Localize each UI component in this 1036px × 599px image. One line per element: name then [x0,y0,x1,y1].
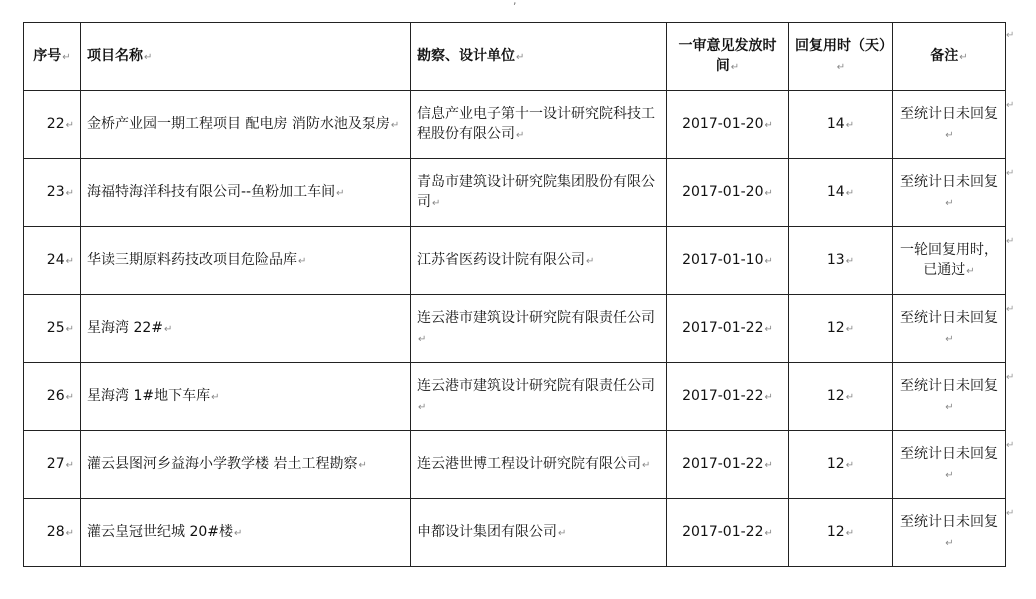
cell-project-name: 星海湾 1#地下车库↵ [81,363,411,431]
table-row [24,363,1006,431]
stray-mark: , [513,0,517,7]
table-row [24,431,1006,499]
cell-no: 26↵ [24,363,81,431]
row-end-mark: ↵ [1006,100,1015,111]
cell-issue-date: 2017-01-22↵ [667,363,789,431]
cell-project-name: 灌云县图河乡益海小学教学楼 岩土工程勘察↵ [81,431,411,499]
cell-note: 一轮回复用时，已通过↵ [893,227,1006,295]
cell-project-name: 灌云皇冠世纪城 20#楼↵ [81,499,411,567]
row-end-mark: ↵ [1006,508,1015,519]
cell-project-name: 金桥产业园一期工程项目 配电房 消防水池及泵房↵ [81,91,411,159]
cell-reply-days: 12↵ [789,295,893,363]
row-end-mark: ↵ [1006,440,1015,451]
cell-note: 至统计日未回复↵ [893,499,1006,567]
cell-issue-date: 2017-01-20↵ [667,91,789,159]
cell-reply-days: 13↵ [789,227,893,295]
table-row [24,159,1006,227]
cell-reply-days: 12↵ [789,499,893,567]
project-table [23,22,1006,567]
cell-no: 22↵ [24,91,81,159]
cell-no: 28↵ [24,499,81,567]
header-days: 回复用时（天）↵ [789,23,893,91]
row-end-mark: ↵ [1006,236,1015,247]
cell-reply-days: 14↵ [789,159,893,227]
cell-no: 24↵ [24,227,81,295]
cell-note: 至统计日未回复↵ [893,431,1006,499]
row-end-mark: ↵ [1006,168,1015,179]
cell-project-name: 华读三期原料药技改项目危险品库↵ [81,227,411,295]
row-end-mark: ↵ [1006,304,1015,315]
cell-design-unit: 信息产业电子第十一设计研究院科技工程股份有限公司↵ [411,91,667,159]
header-name: 项目名称↵ [81,23,411,91]
cell-note: 至统计日未回复↵ [893,295,1006,363]
header-date: 一审意见发放时间↵ [667,23,789,91]
row-end-mark: ↵ [1006,30,1015,41]
cell-design-unit: 江苏省医药设计院有限公司↵ [411,227,667,295]
table-row [24,295,1006,363]
cell-issue-date: 2017-01-10↵ [667,227,789,295]
table-row [24,91,1006,159]
cell-project-name: 星海湾 22#↵ [81,295,411,363]
header-unit: 勘察、设计单位↵ [411,23,667,91]
cell-design-unit: 申都设计集团有限公司↵ [411,499,667,567]
cell-reply-days: 12↵ [789,431,893,499]
cell-no: 23↵ [24,159,81,227]
cell-reply-days: 12↵ [789,363,893,431]
row-end-mark: ↵ [1006,372,1015,383]
cell-design-unit: 连云港市建筑设计研究院有限责任公司↵ [411,363,667,431]
header-row [24,23,1006,91]
cell-note: 至统计日未回复↵ [893,159,1006,227]
cell-issue-date: 2017-01-20↵ [667,159,789,227]
cell-design-unit: 青岛市建筑设计研究院集团股份有限公司↵ [411,159,667,227]
cell-design-unit: 连云港世博工程设计研究院有限公司↵ [411,431,667,499]
cell-project-name: 海福特海洋科技有限公司--鱼粉加工车间↵ [81,159,411,227]
cell-issue-date: 2017-01-22↵ [667,499,789,567]
cell-note: 至统计日未回复↵ [893,363,1006,431]
cell-no: 27↵ [24,431,81,499]
cell-issue-date: 2017-01-22↵ [667,295,789,363]
cell-design-unit: 连云港市建筑设计研究院有限责任公司↵ [411,295,667,363]
table-row [24,227,1006,295]
cell-issue-date: 2017-01-22↵ [667,431,789,499]
cell-reply-days: 14↵ [789,91,893,159]
header-note: 备注↵ [893,23,1006,91]
header-no: 序号↵ [24,23,81,91]
cell-note: 至统计日未回复↵ [893,91,1006,159]
cell-no: 25↵ [24,295,81,363]
table-row [24,499,1006,567]
